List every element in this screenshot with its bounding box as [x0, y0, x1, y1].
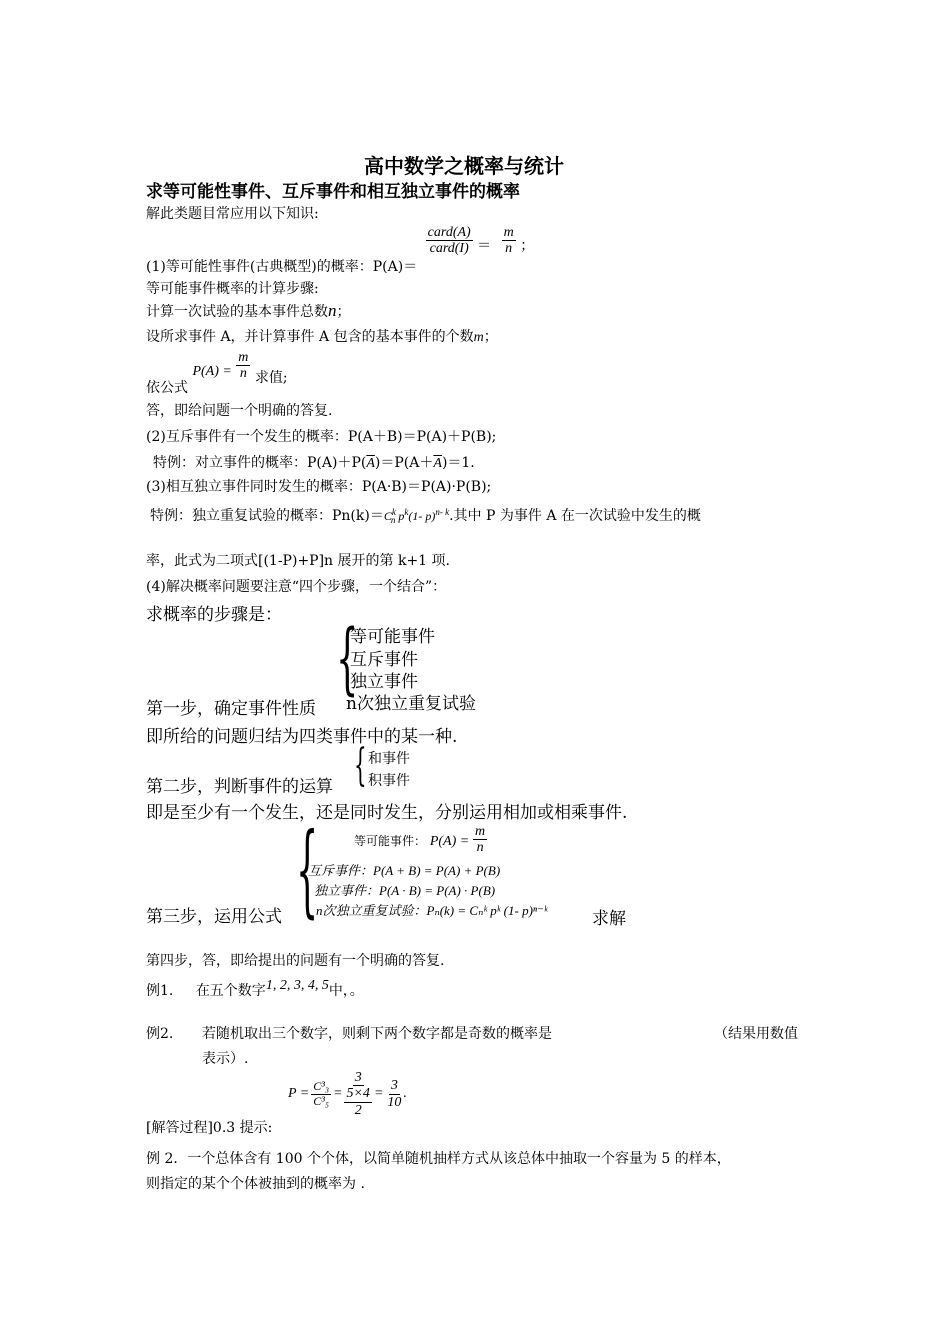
step3-brace: { [296, 811, 319, 928]
item2-special-c: )＝1. [441, 455, 475, 471]
f-d3: 5×4 [346, 1086, 370, 1102]
f-comb [311, 1080, 331, 1107]
f-eq1: = [333, 1086, 343, 1102]
page-title: 高中数学之概率与统计 [364, 154, 564, 178]
item1-prefix: (1)等可能性事件(古典概型)的概率：P(A)＝ [146, 258, 418, 275]
item1-line [146, 225, 535, 275]
c-sup: k [391, 507, 396, 517]
f-two: 2 [354, 1102, 362, 1118]
step-a-text: 计算一次试验的基本事件总数 [146, 304, 328, 320]
step-c-end: 求值; [254, 369, 288, 386]
step-a-var: n [328, 301, 337, 320]
item1-suffix: ； [520, 237, 535, 254]
f-P: P = [288, 1086, 310, 1102]
step1-brace: { [336, 614, 359, 704]
step1-option-1: 等可能事件 [350, 627, 435, 647]
item2: (2)互斥事件有一个发生的概率：P(A＋B)＝P(A)＋P(B); [146, 429, 497, 445]
section-heading: 求等可能性事件、互斥事件和相互独立事件的概率 [146, 182, 520, 202]
ex2-formula [288, 1070, 407, 1118]
nk-sup: n- k [435, 507, 450, 517]
c-sub: n [390, 515, 396, 526]
item1-fraction [426, 225, 473, 257]
item3: (3)相互独立事件同时发生的概率：P(A·B)＝P(A)·P(B); [146, 479, 492, 495]
item1-numerator: card(A) [427, 225, 471, 240]
item3-special-a: 特例：独立重复试验的概率：Pn(k)＝ [150, 508, 384, 524]
step2-option-1: 和事件 [368, 751, 410, 767]
item2-special [153, 452, 475, 472]
step2-note: 即是至少有一个发生，还是同时发生，分别运用相加或相乘事件. [146, 803, 628, 823]
item3-special [150, 505, 701, 525]
f-c1: C³₃ [313, 1079, 330, 1094]
step3-tail: 求解 [592, 909, 626, 929]
f1-m: m [475, 824, 486, 839]
prob-steps-heading: 求概率的步骤是： [146, 605, 282, 625]
step-b-text: 设所求事件 A，并计算事件 A 包含的基本事件的个数 [146, 329, 474, 345]
step2-brace: { [354, 740, 367, 791]
step1-option-4: n次独立重复试验 [346, 694, 476, 714]
ex1-text-a: 在五个数字 [195, 983, 266, 999]
step3-formula-2: 互斥事件：P(A + B) = P(A) + P(B) [308, 863, 501, 878]
f-n4: 3 [390, 1078, 398, 1094]
ex1-label: 例1. [146, 983, 174, 999]
step2-option-2: 积事件 [368, 773, 410, 789]
step2-label: 第二步，判断事件的运算 [146, 777, 333, 797]
ex1-text-b: 中，。 [328, 983, 364, 999]
example2-label: 例2. [146, 1026, 174, 1042]
step-d: 答，即给问题一个明确的答复. [146, 403, 333, 419]
item3-special-b: .其中 P 为事件 A 在一次试验中发生的概 [449, 508, 701, 524]
ex1-numbers: 1, 2, 3, 4, 5 [265, 978, 329, 993]
p-sup: k [404, 507, 409, 517]
f-dot: . [403, 1086, 407, 1102]
f-d4: 10 [387, 1094, 402, 1110]
steps-heading: 等可能事件概率的计算步骤: [146, 281, 319, 297]
step1-option-2: 互斥事件 [350, 650, 418, 670]
step3-formula-3: 独立事件：P(A · B) = P(A) · P(B) [314, 883, 496, 898]
a-bar-1: $\overline{A}$ [366, 456, 375, 471]
step-a-end: ； [336, 304, 351, 320]
f1-n: n [476, 840, 484, 856]
step3-formula-4: n次独立重复试验：Pₙ(k) = Cₙᵏ pᵏ (1- p)ⁿ⁻ᵏ [316, 903, 548, 918]
step1-option-3: 独立事件 [350, 672, 418, 692]
item2-special-b: )＝P(A＋ [374, 455, 434, 471]
step4: 第四步，答，即给提出的问题有一个明确的答复. [146, 953, 445, 969]
step-c-text: 依公式 [146, 379, 188, 396]
f-n3: 3 [354, 1070, 362, 1085]
c-symbol: C [383, 509, 392, 523]
one-minus-p: (1- p) [408, 509, 436, 523]
f1-fraction [473, 824, 487, 856]
f-eq2: = [373, 1086, 384, 1102]
item1-n: n [505, 241, 513, 257]
example2-note: （结果用数值 [714, 1026, 798, 1042]
item2-special-a: 特例：对立事件的概率：P(A)＋P( [153, 455, 367, 471]
item4: (4)解决概率问题要注意“四个步骤，一个结合”： [146, 579, 447, 595]
example2-text: 若随机取出三个数字，则剩下两个数字都是奇数的概率是 [202, 1026, 552, 1042]
example3-cont: 则指定的某个个体被抽到的概率为 . [146, 1176, 365, 1192]
step-c [146, 350, 288, 396]
step-c-fraction [236, 350, 250, 382]
item3-cont: 率，此式为二项式[(1-P)+P]n 展开的第 k+1 项. [146, 553, 450, 569]
a-bar-2: $\overline{A}$ [433, 456, 442, 471]
f-mid [344, 1070, 371, 1118]
step-c-formula: P(A) = [192, 363, 232, 379]
p-symbol: p [398, 509, 405, 523]
f1-label: 等可能事件： [354, 834, 427, 849]
step1-label: 第一步，确定事件性质 [146, 699, 316, 719]
item1-denominator: card(I) [429, 241, 469, 257]
item1-mn [502, 225, 516, 257]
intro-text: 解此类题目常应用以下知识: [146, 206, 319, 222]
step3-label: 第三步，运用公式 [146, 907, 282, 927]
f1-left: P(A) = [429, 834, 470, 850]
f-result [385, 1078, 403, 1110]
step-c-m: m [238, 350, 249, 365]
example3: 例 2．一个总体含有 100 个个体，以简单随机抽样方式从该总体中抽取一个容量为 5 的样本， [146, 1151, 731, 1167]
solution-hint: [解答过程]0.3 提示: [146, 1120, 273, 1136]
step-b-end: ； [483, 329, 498, 345]
step-b-var: m [473, 330, 484, 345]
step-a [146, 301, 351, 321]
step-b [146, 326, 498, 346]
f-c2: C³₅ [313, 1093, 330, 1108]
item1-m: m [503, 225, 514, 240]
step3-formula-1 [354, 824, 487, 856]
example2-note2: 表示）. [202, 1051, 249, 1067]
step-c-n: n [239, 366, 247, 382]
item1-eq: ＝ [477, 237, 492, 254]
step1-note: 即所给的问题归结为四类事件中的某一种. [146, 727, 458, 747]
example1 [146, 980, 364, 1000]
